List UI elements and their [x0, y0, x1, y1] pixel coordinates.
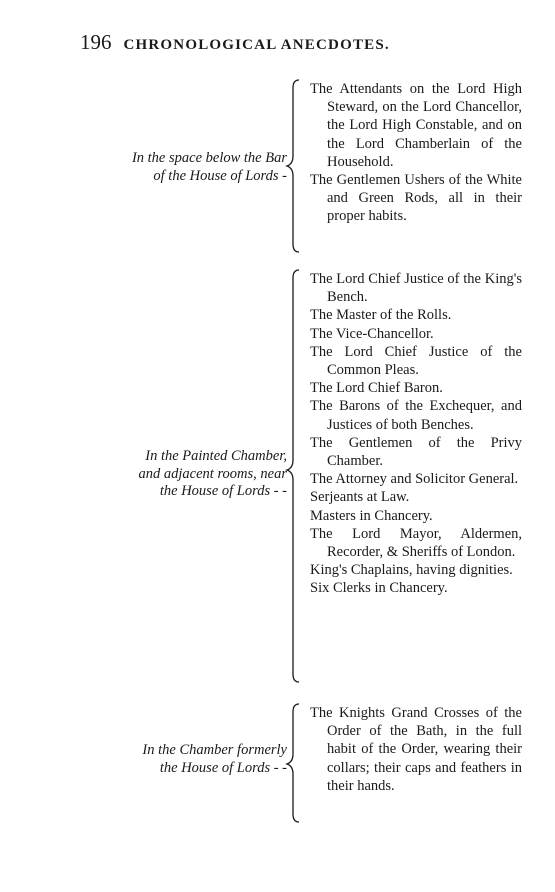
list-item: Masters in Chancery.	[310, 507, 433, 524]
list-item: The Knights Grand Crosses of the Order of the Bath, in the full habit of the Order, wearing their collars; their caps and feathers in their hands.	[310, 705, 522, 794]
location-label	[142, 742, 287, 777]
list-item: The Lord Chief Justice of the King's Bench.	[310, 271, 522, 306]
location-line: In the space below the Bar	[131, 150, 287, 166]
group-former-chamber	[0, 702, 555, 824]
location-line: In the Painted Chamber,	[145, 448, 287, 464]
list-item: King's Chaplains, having dignities.	[310, 562, 513, 579]
running-head: CHRONOLOGICAL ANECDOTES.	[123, 37, 390, 53]
location-line: the House of Lords - -	[159, 759, 287, 776]
location-label	[132, 150, 287, 185]
list-item: The Vice-Chancellor.	[310, 325, 434, 342]
location-label	[139, 448, 287, 501]
brace-icon	[283, 268, 311, 684]
list-item: The Barons of the Exchequer, and Justices of both Benches.	[310, 398, 522, 433]
location-line: the House of Lords - -	[159, 483, 287, 499]
page-number: 196	[80, 30, 112, 54]
brace-icon	[283, 78, 311, 254]
list-item: The Lord Mayor, Aldermen, Recorder, & Sheriffs of London.	[310, 525, 522, 561]
list-item: The Gentlemen Ushers of the White and Green Rods, all in their proper habits.	[310, 172, 522, 225]
location-line: In the Chamber formerly	[142, 742, 287, 758]
entry-list	[310, 80, 522, 226]
entry-list	[310, 270, 522, 598]
list-item: Six Clerks in Chancery.	[310, 580, 448, 597]
list-item: The Gentlemen of the Privy Chamber.	[310, 434, 522, 470]
page-header	[80, 30, 390, 55]
list-item: The Lord Chief Baron.	[310, 380, 443, 397]
list-item: Serjeants at Law.	[310, 489, 410, 506]
group-painted-chamber	[0, 268, 555, 684]
list-item: The Master of the Rolls.	[310, 307, 452, 324]
group-bar-of-house	[0, 78, 555, 254]
list-item: The Attendants on the Lord High Steward, on the Lord Chancellor, the Lord High Constable, and on the Lord Chamberlain of the Household.	[310, 81, 522, 170]
location-line: and adjacent rooms, near	[138, 465, 287, 482]
brace-icon	[283, 702, 311, 824]
list-item: The Attorney and Solicitor General.	[310, 471, 519, 488]
location-line: of the House of Lords -	[153, 167, 287, 184]
entry-list	[310, 704, 522, 795]
list-item: The Lord Chief Justice of the Common Pleas.	[310, 343, 522, 379]
